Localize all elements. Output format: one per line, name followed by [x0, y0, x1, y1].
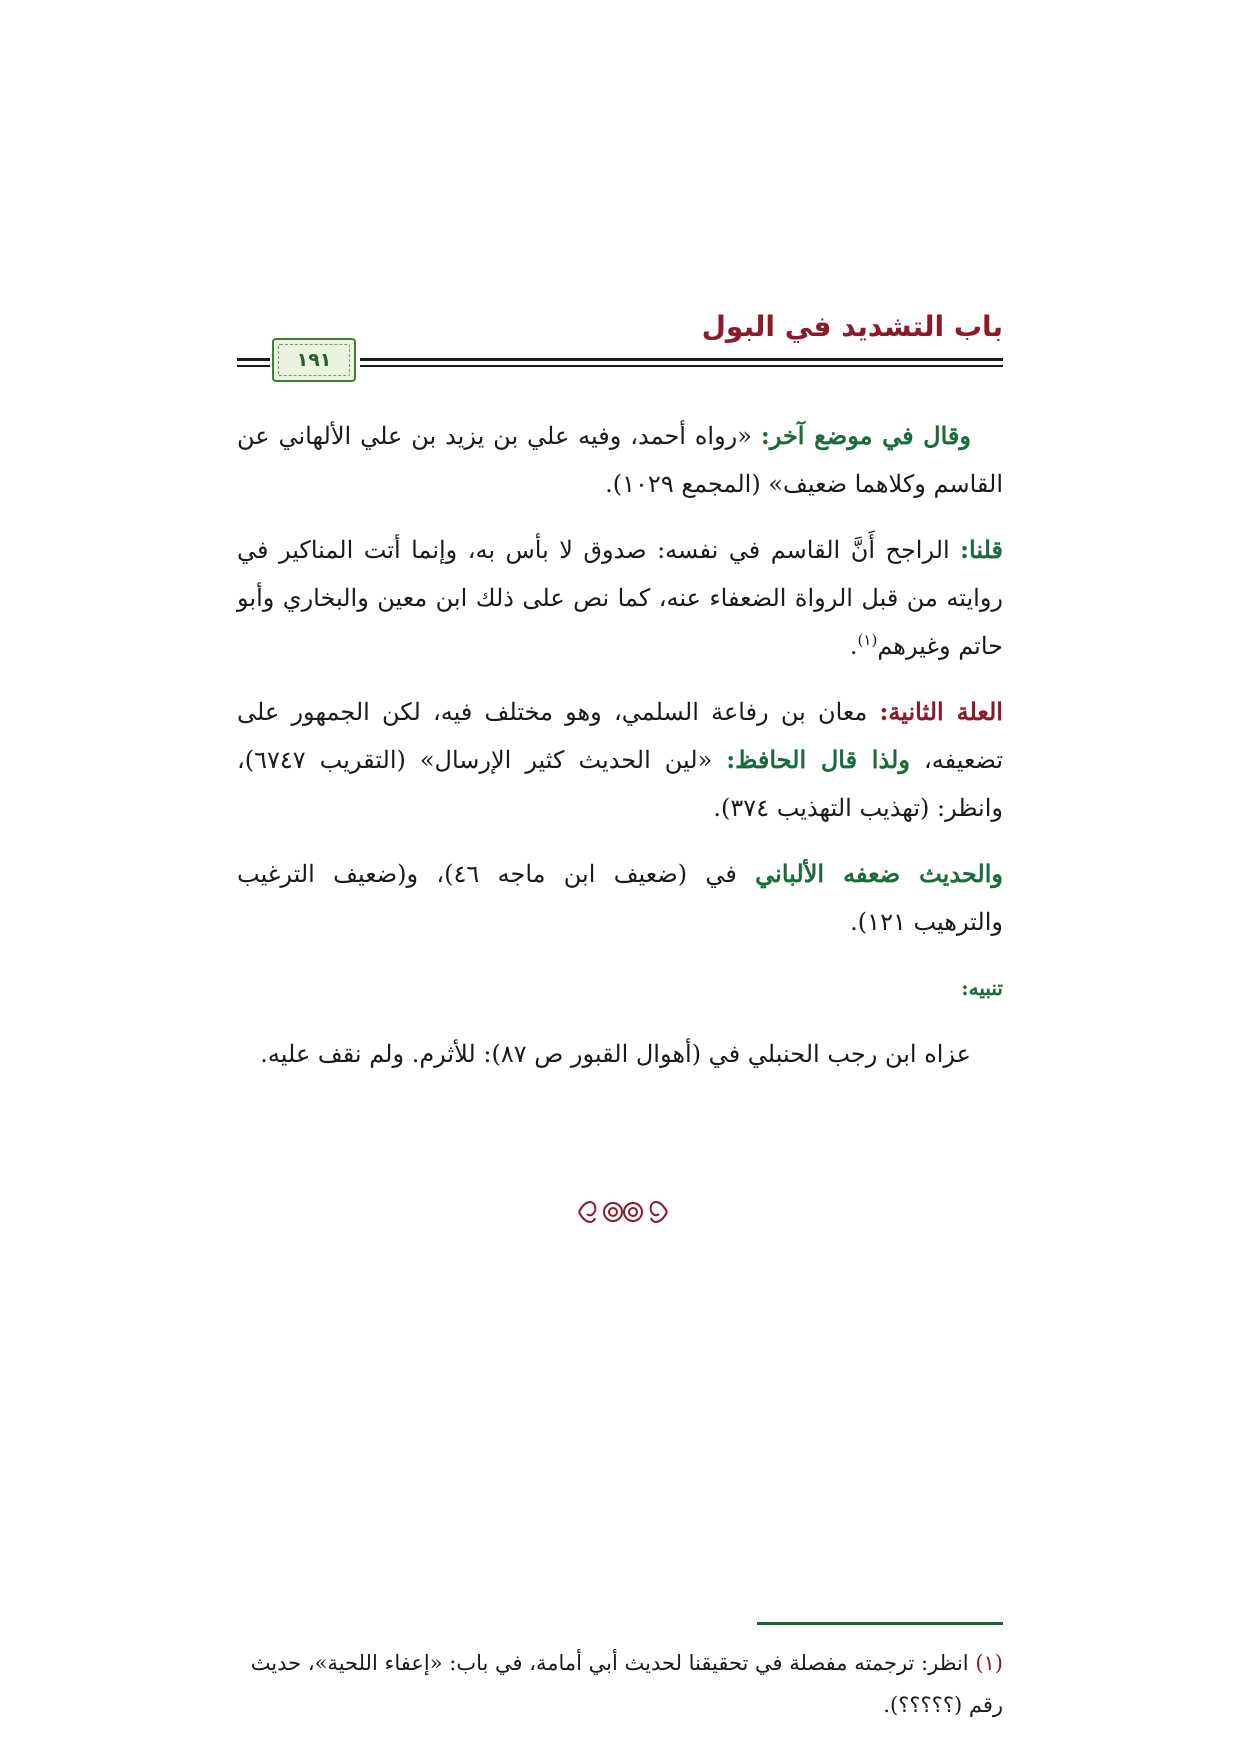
note-heading: تنبيه:	[961, 976, 1003, 1000]
highlighted-lead: العلة الثانية:	[879, 697, 1003, 726]
paragraph-text: «لين الحديث كثير الإرسال» (التقريب ٦٧٤٧)، وانظر: (تهذيب التهذيب ٣٧٤).	[237, 746, 1003, 822]
highlighted-lead: قلنا:	[960, 535, 1003, 564]
page-number-badge	[272, 338, 356, 382]
paragraph-text: «رواه أحمد، وفيه علي بن يزيد بن علي الألهاني عن القاسم وكلاهما ضعيف» (المجمع ١٠٢٩).	[237, 422, 1003, 498]
page-number: ١٩١	[296, 349, 332, 371]
footnote-reference[interactable]: (١)	[857, 631, 878, 649]
paragraph	[237, 850, 1003, 946]
paragraph	[237, 412, 1003, 508]
header-rule	[237, 358, 270, 361]
highlighted-lead: ولذا قال الحافظ:	[726, 745, 910, 774]
header-rule	[237, 365, 270, 367]
paragraph-text: معان بن رفاعة السلمي، وهو مختلف فيه، لكن الجمهور على تضعيفه،	[237, 698, 1004, 774]
header-rule	[360, 358, 1003, 361]
paragraph-text: في (ضعيف ابن ماجه ٤٦)، و(ضعيف الترغيب والترهيب ١٢١).	[237, 860, 1003, 936]
section-divider-ornament-icon	[573, 1192, 673, 1232]
header-rule	[360, 365, 1003, 367]
footnote-separator	[757, 1622, 1003, 1625]
paragraph-text: الراجح أَنَّ القاسم في نفسه: صدوق لا بأس به، وإنما أتت المناكير في روايته من قبل الرواة الضعفاء عنه، كما نص على ذلك ابن معين والبخاري وأبو حاتم وغيرهم	[237, 536, 1003, 660]
paragraph-end: .	[849, 632, 858, 660]
footnote-number: (١)	[975, 1651, 1003, 1675]
highlighted-lead: وقال في موضع آخر:	[760, 421, 971, 450]
footnote-text: انظر: ترجمته مفصلة في تحقيقنا لحديث أبي أمامة، في باب: «إعفاء اللحية»، حديث رقم (؟؟؟؟؟).	[250, 1651, 1003, 1717]
highlighted-lead: والحديث ضعفه الألباني	[755, 859, 1003, 888]
paragraph	[237, 526, 1003, 670]
chapter-title: باب التشديد في البول	[701, 310, 1003, 343]
footnote	[237, 1642, 1003, 1726]
main-text	[237, 412, 1003, 1096]
paragraph	[237, 688, 1003, 832]
paragraph: عزاه ابن رجب الحنبلي في (أهوال القبور ص ٨٧): للأثرم. ولم نقف عليه.	[260, 1040, 971, 1068]
